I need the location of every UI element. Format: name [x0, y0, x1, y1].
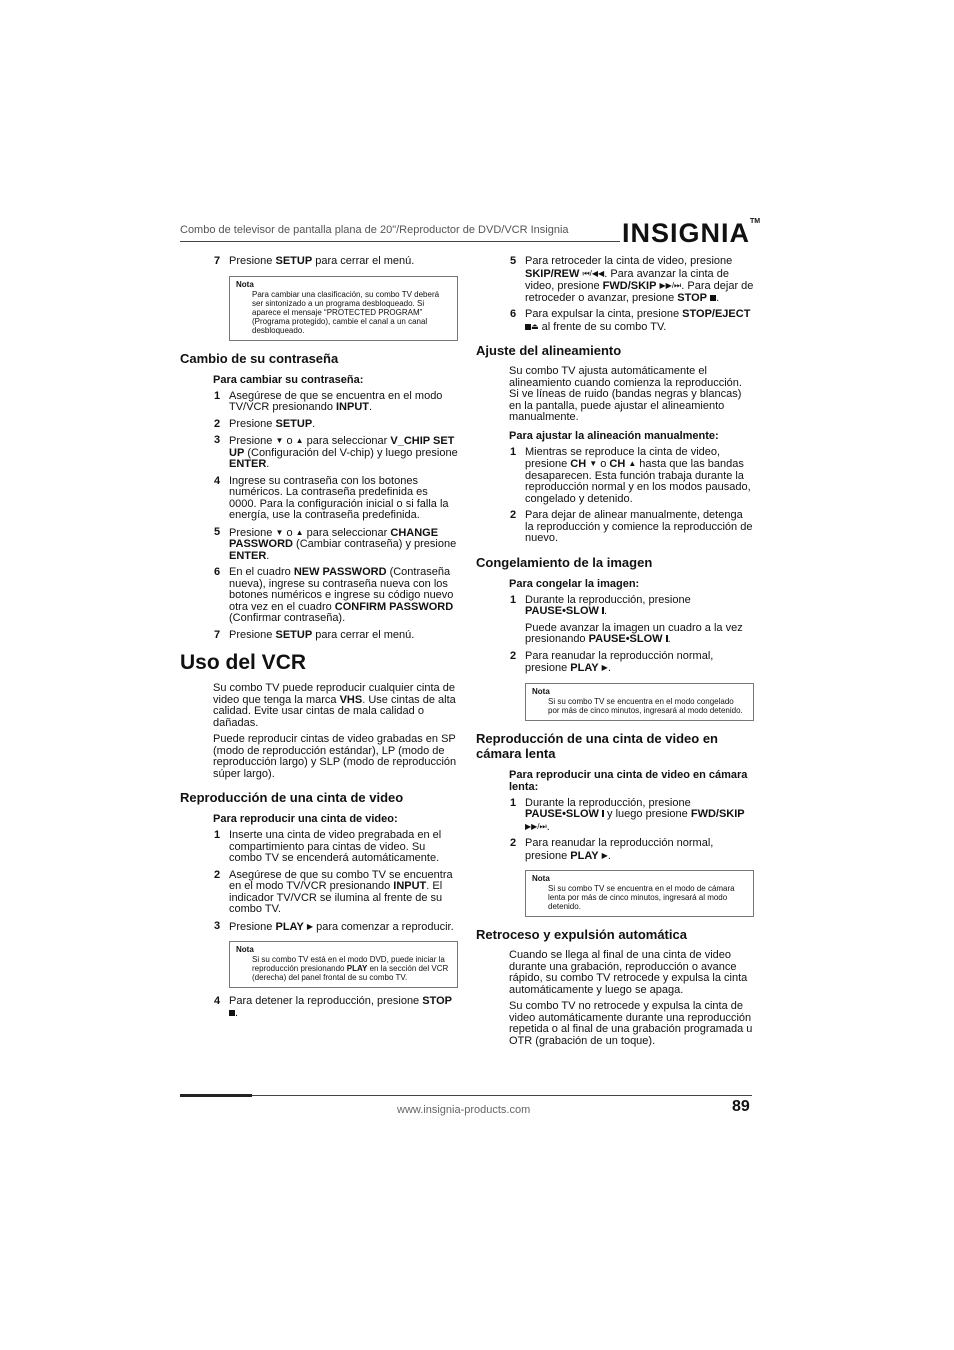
tracking-step-1: 1 Mientras se reproduce la cinta de video, presione CH ▼ o CH ▲ hasta que las bandas desaparecen. Esta función trabaja durante la reproducción normal y en los modos pausado, congelado y detenido.	[510, 445, 751, 505]
header-title: Combo de televisor de pantalla plana de 20"/Reproductor de DVD/VCR Insignia	[180, 224, 569, 236]
pw-step-5: 5 Presione ▼ o ▲ para seleccionar CHANGE PASSWORD (Cambiar contraseña) y presione ENTER.	[214, 525, 457, 562]
play-step-3: 3 Presione PLAY ▶ para comenzar a reproducir.	[214, 919, 454, 933]
play-step-1: 1 Inserte una cinta de video pregrabada en el compartimiento para cintas de video. Su combo TV se encenderá automáticamente.	[214, 829, 442, 864]
arrow-up-icon: ▲	[295, 436, 304, 445]
header-rule	[180, 241, 620, 242]
procedure-slow-motion: Para reproducir una cinta de video en cámara lenta:	[509, 768, 748, 793]
rewind-icon: ⏮/◀◀	[582, 268, 605, 278]
page-number: 89	[732, 1098, 750, 1115]
left-column	[180, 256, 458, 1024]
heading-slow-motion: Reproducción de una cinta de video en cámara lenta	[476, 730, 718, 761]
pw-step-6: 6 En el cuadro NEW PASSWORD (Contraseña nueva), ingrese su contraseña nueva con los botones numéricos e ingrese su código nuevo otra vez en el cuadro CONFIRM PASSWORD (Confirmar contraseña).	[214, 566, 454, 624]
heading-tracking: Ajuste del alineamiento	[476, 343, 622, 358]
step-7-close-menu: 7 Presione SETUP para cerrar el menú.	[214, 255, 415, 267]
footer-rule	[252, 1095, 752, 1096]
fast-forward-icon: ▶▶/⏭	[659, 281, 682, 290]
pw-step-2: 2 Presione SETUP.	[214, 417, 316, 430]
procedure-play-tape: Para reproducir una cinta de video:	[213, 813, 398, 825]
arrow-down-icon: ▼	[275, 527, 284, 537]
play-icon: ▶	[306, 921, 314, 931]
note-rating: Nota Para cambiar una clasificación, su combo TV deberá ser sintonizado a un programa desbloqueado. Si aparece el mensaje “PROTECTED PROGRAM” (Programa protegido), cambie el canal a un canal desbloqueado.	[229, 276, 458, 341]
procedure-tracking: Para ajustar la alineación manualmente:	[509, 429, 719, 442]
slow-step-1: 1 Durante la reproducción, presione PAUSE•SLOW y luego presione FWD/SKIP ▶▶/⏭.	[510, 796, 745, 833]
freeze-step-2: 2 Para reanudar la reproducción normal, presione PLAY ▶.	[510, 649, 714, 674]
pw-step-7: 7 Presione SETUP para cerrar el menú.	[214, 628, 415, 641]
note-slow-motion: Nota Si su combo TV se encuentra en el modo de cámara lenta por más de cinco minutos, ingresará al modo detenido.	[525, 870, 754, 917]
right-column	[476, 256, 754, 1052]
play-step-6: 6 Para expulsar la cinta, presione STOP/EJECT ⏏ al frente de su combo TV.	[510, 308, 751, 333]
footer-url: www.insignia-products.com	[397, 1104, 531, 1116]
pw-step-4: 4 Ingrese su contraseña con los botones numéricos. La contraseña predefinida es 0000. Para la configuración inicial o si falla la energía, use la contraseña predefinida.	[214, 474, 449, 521]
slow-step-2: 2 Para reanudar la reproducción normal, presione PLAY ▶.	[510, 837, 714, 862]
pw-step-3: 3 Presione ▼ o ▲ para seleccionar V_CHIP SET UP (Configuración del V-chip) y luego presione ENTER.	[214, 434, 458, 470]
tracking-paragraph: Su combo TV ajusta automáticamente el alineamiento cuando comienza la reproducción. Si ve líneas de ruido (bandas negras y blancas) en la pantalla, puede ajustar el alineamiento manualmente.	[509, 365, 742, 423]
procedure-change-password: Para cambiar su contraseña:	[213, 373, 364, 386]
freeze-step-1: 1 Durante la reproducción, presione PAUSE•SLOW .	[510, 593, 691, 617]
tracking-step-2: 2 Para dejar de alinear manualmente, detenga la reproducción y comience la reproducción de nuevo.	[510, 509, 753, 544]
heading-use-vcr: Uso del VCR	[180, 651, 307, 674]
auto-rewind-paragraph-2: Su combo TV no retrocede y expulsa la cinta de video automáticamente durante una reproducción repetida o al final de una grabación programada u OTR (grabación de un toque).	[509, 1000, 753, 1047]
note-freeze: Nota Si su combo TV se encuentra en el modo congelado por más de cinco minutos, ingresará al modo detenido.	[525, 683, 754, 721]
vcr-paragraph-1: Su combo TV puede reproducir cualquier cinta de video que tenga la marca VHS. Use cintas de alta calidad. Evite usar cintas de mala calidad o dañadas.	[213, 682, 456, 729]
footer-rule-thick	[180, 1094, 252, 1097]
play-step-5: 5 Para retroceder la cinta de video, presione SKIP/REW ⏮/◀◀. Para avanzar la cinta de video, presione FWD/SKIP ▶▶/⏭. Para dejar de retroceder o avanzar, presione STOP .	[510, 255, 754, 304]
heading-change-password: Cambio de su contraseña	[180, 350, 339, 366]
procedure-freeze: Para congelar la imagen:	[509, 577, 640, 590]
eject-icon: ⏏	[531, 321, 539, 331]
heading-auto-rewind: Retroceso y expulsión automática	[476, 927, 687, 942]
arrow-up-icon: ▲	[295, 527, 304, 537]
fast-forward-icon: ▶▶/⏭	[525, 821, 547, 831]
freeze-step-1-sub: Puede avanzar la imagen un cuadro a la vez presionando PAUSE•SLOW .	[525, 621, 743, 645]
play-icon: ▶	[601, 850, 608, 860]
play-step-4: 4 Para detener la reproducción, presione STOP .	[214, 995, 452, 1019]
auto-rewind-paragraph-1: Cuando se llega al final de una cinta de video durante una grabación, reproducción o avance rápido, su combo TV retrocede y expulsa la cinta automáticamente y luego se apaga.	[509, 949, 748, 996]
note-dvd-mode: Nota Si su combo TV está en el modo DVD, puede iniciar la reproducción presionando PLAY en la sección del VCR (derecha) del panel frontal de su combo TV.	[229, 941, 458, 988]
insignia-logo: INSIGNIA™	[622, 218, 761, 248]
heading-freeze: Congelamiento de la imagen	[476, 554, 653, 570]
play-step-2: 2 Asegúrese de que su combo TV se encuentra en el modo TV/VCR presionando INPUT. El indicador TV/VCR se ilumina al frente de su combo TV.	[214, 868, 453, 915]
arrow-down-icon: ▼	[275, 436, 284, 445]
arrow-down-icon: ▼	[589, 459, 598, 468]
vcr-paragraph-2: Puede reproducir cintas de video grabadas en SP (modo de reproducción estándar), LP (modo de reproducción largo) y SLP (modo de reproducción súper largo).	[213, 733, 457, 780]
play-icon: ▶	[601, 663, 608, 672]
pw-step-1: 1 Asegúrese de que se encuentra en el modo TV/VCR presionando INPUT.	[214, 389, 443, 413]
heading-play-tape: Reproducción de una cinta de video	[180, 790, 404, 805]
arrow-up-icon: ▲	[628, 459, 637, 468]
